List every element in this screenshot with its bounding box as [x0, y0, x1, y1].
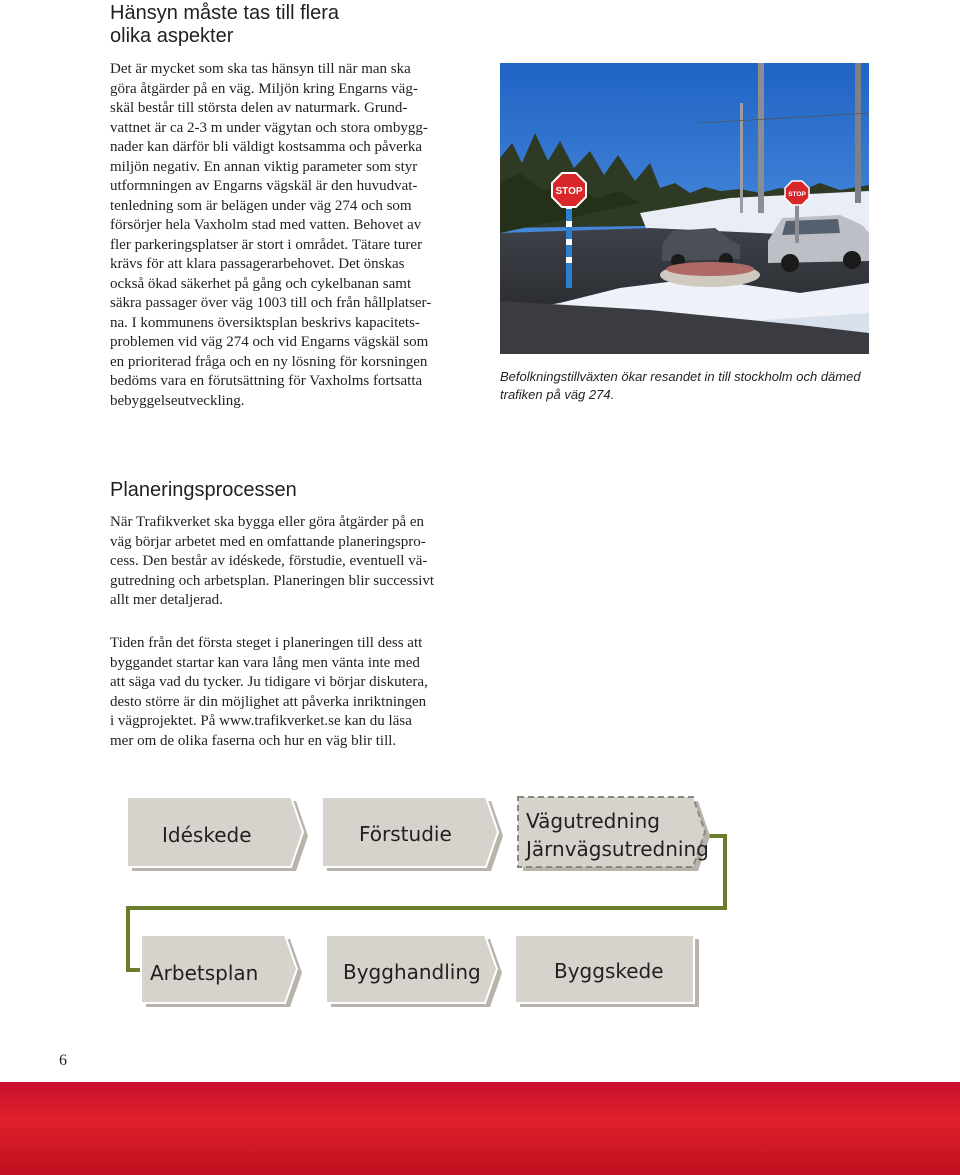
- text-line: skäl består till största delen av naturmark. Grund-: [110, 100, 408, 116]
- text-line: na. I kommunens översiktsplan beskrivs kapacitets-: [110, 314, 420, 331]
- page-number: 6: [59, 1052, 67, 1069]
- text-line: miljön negativ. En annan viktig parameter som styr: [110, 158, 418, 175]
- step-arbetsplan-label: Arbetsplan: [150, 961, 259, 985]
- planning-paragraph-1: [110, 513, 482, 611]
- stop-sign-text: STOP: [788, 191, 806, 198]
- planning-process-diagram: [0, 780, 960, 1030]
- step-jarnvagsutredning-label: Järnvägsutredning: [526, 837, 709, 861]
- text-line: mer om de olika faserna och hur en väg blir till.: [110, 732, 397, 749]
- text-line: Tiden från det första steget i planeringen till dess att: [110, 635, 423, 651]
- text-line: tenledning som är belägen under väg 274 och som: [110, 197, 412, 214]
- text-line: i vägprojektet. På www.trafikverket.se kan du läsa: [110, 713, 412, 729]
- text-line: nader kan därför bli väldigt kostsamma och påverka: [110, 139, 422, 155]
- step-ideskede-label: Idéskede: [162, 823, 252, 847]
- considerations-paragraph: [110, 60, 482, 411]
- text-line: vattnet är ca 2-3 m under vägytan och stora ombygg-: [110, 119, 428, 136]
- step-forstudie-label: Förstudie: [359, 822, 452, 846]
- text-line: cess. Den består av idéskede, förstudie, eventuell vä-: [110, 553, 428, 569]
- text-line: utformningen av Engarns vägskäl är den huvudvat-: [110, 178, 418, 194]
- text-line: gutredning och arbetsplan. Planeringen blir successivt: [110, 572, 435, 589]
- caption-line: Befolkningstillväxten ökar resandet in till stockholm och dämed: [500, 369, 861, 384]
- heading-line: olika aspekter: [110, 25, 234, 47]
- text-line: krävs för att klara passagerarbehovet. Det önskas: [110, 256, 405, 272]
- photo-caption: [500, 368, 872, 404]
- text-line: säkra passager över väg 1003 till och från hållplatser-: [110, 295, 432, 311]
- section-heading-considerations: [110, 2, 490, 48]
- text-line: bedöms vara en förutsättning för Vaxholms fortsatta: [110, 373, 423, 389]
- text-line: en prioriterad fråga och en ny lösning för korsningen: [110, 353, 428, 370]
- footer-band: [0, 1082, 960, 1175]
- intersection-photo: [500, 63, 869, 354]
- text-line: att säga vad du tycker. Ju tidigare vi börjar diskutera,: [110, 674, 428, 690]
- section-heading-planning-process: Planeringsprocessen: [110, 479, 297, 501]
- stop-sign-text: STOP: [555, 186, 583, 197]
- text-line: göra åtgärder på en väg. Miljön kring Engarns väg-: [110, 80, 418, 97]
- text-line: fler parkeringsplatser är stort i området. Tätare turer: [110, 236, 423, 253]
- text-line: problemen vid väg 274 och vid Engarns vägskäl som: [110, 334, 429, 350]
- text-line: byggandet startar kan vara lång men vänta inte med: [110, 654, 420, 671]
- text-line: försörjer hela Vaxholm stad med vatten. Behovet av: [110, 217, 422, 233]
- heading-line: Hänsyn måste tas till flera: [110, 2, 339, 24]
- text-line: också ökad säkerhet på gång och cykelbanan samt: [110, 275, 412, 292]
- planning-paragraph-2: [110, 634, 482, 751]
- text-line: Det är mycket som ska tas hänsyn till när man ska: [110, 61, 411, 77]
- text-line: allt mer detaljerad.: [110, 592, 223, 608]
- text-line: När Trafikverket ska bygga eller göra åtgärder på en: [110, 514, 425, 530]
- step-bygghandling-label: Bygghandling: [343, 960, 481, 984]
- caption-line: trafiken på väg 274.: [500, 387, 615, 402]
- step-vagutredning-label: Vägutredning: [526, 809, 660, 833]
- text-line: väg börjar arbetet med en omfattande planeringspro-: [110, 533, 426, 550]
- text-line: desto större är din möjlighet att påverka inriktningen: [110, 693, 427, 710]
- step-byggskede-label: Byggskede: [554, 959, 664, 983]
- text-line: bebyggelseutveckling.: [110, 392, 245, 409]
